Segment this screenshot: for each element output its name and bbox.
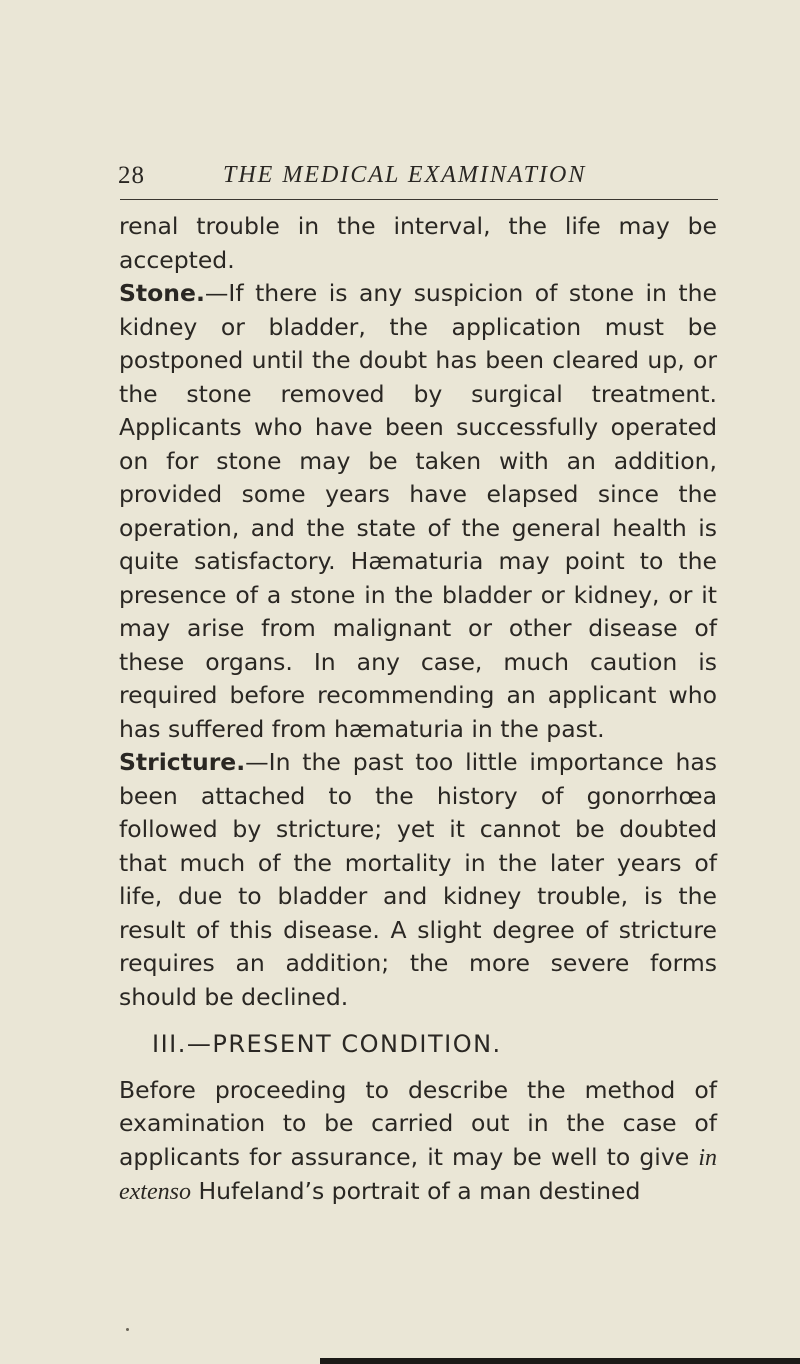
paragraph-before-proceeding (119, 1074, 717, 1210)
paragraph-text: —If there is any suspicion of stone in the kidney or bladder, the application must be postponed until the doubt has been cleared up, or the stone removed by surgical treatment. Applicants who have been successfully operated on for stone may be taken with an addition, provided some years have elapsed since the operation, and the state of the general health is quite satisfactory. Hæmaturia may point to the presence of a stone in the bladder or kidney, or it may arise from malignant or other disease of these organs. In any case, much caution is required before recommending an applicant who has suffered from hæmaturia in the past. (119, 279, 717, 743)
bottom-edge-shadow (320, 1358, 800, 1364)
paragraph-renal (119, 210, 717, 277)
run-in-heading-stricture: Stricture. (119, 748, 246, 776)
paragraph-text: —In the past too little importance has been attached to the history of gonorrhœa followed by stricture; yet it cannot be doubted that much of the mortality in the later years of life, due to bladder and kidney trouble, is the result of this disease. A slight degree of stricture requires an addition; the more severe forms should be declined. (119, 748, 717, 1011)
running-title: THE MEDICAL EXAMINATION (223, 162, 587, 188)
paragraph-stone (119, 277, 717, 746)
page-header (118, 162, 716, 202)
run-in-heading-stone: Stone. (119, 279, 205, 307)
italic-phrase: in extenso (119, 1144, 717, 1205)
paragraph-text: Before proceeding to describe the method of examination to be carried out in the case of applicants for assurance, it may be well to give (119, 1075, 717, 1171)
paragraph-text-tail: Hufeland’s portrait of a man destined (198, 1177, 641, 1205)
paragraph-stricture (119, 746, 717, 1014)
header-rule (120, 199, 718, 200)
paper-speck (126, 1328, 129, 1331)
body-text (119, 210, 717, 1210)
section-heading: III.—PRESENT CONDITION. (152, 1030, 502, 1058)
paragraph-text: renal trouble in the interval, the life may be accepted. (119, 212, 717, 274)
page-number: 28 (118, 162, 145, 189)
